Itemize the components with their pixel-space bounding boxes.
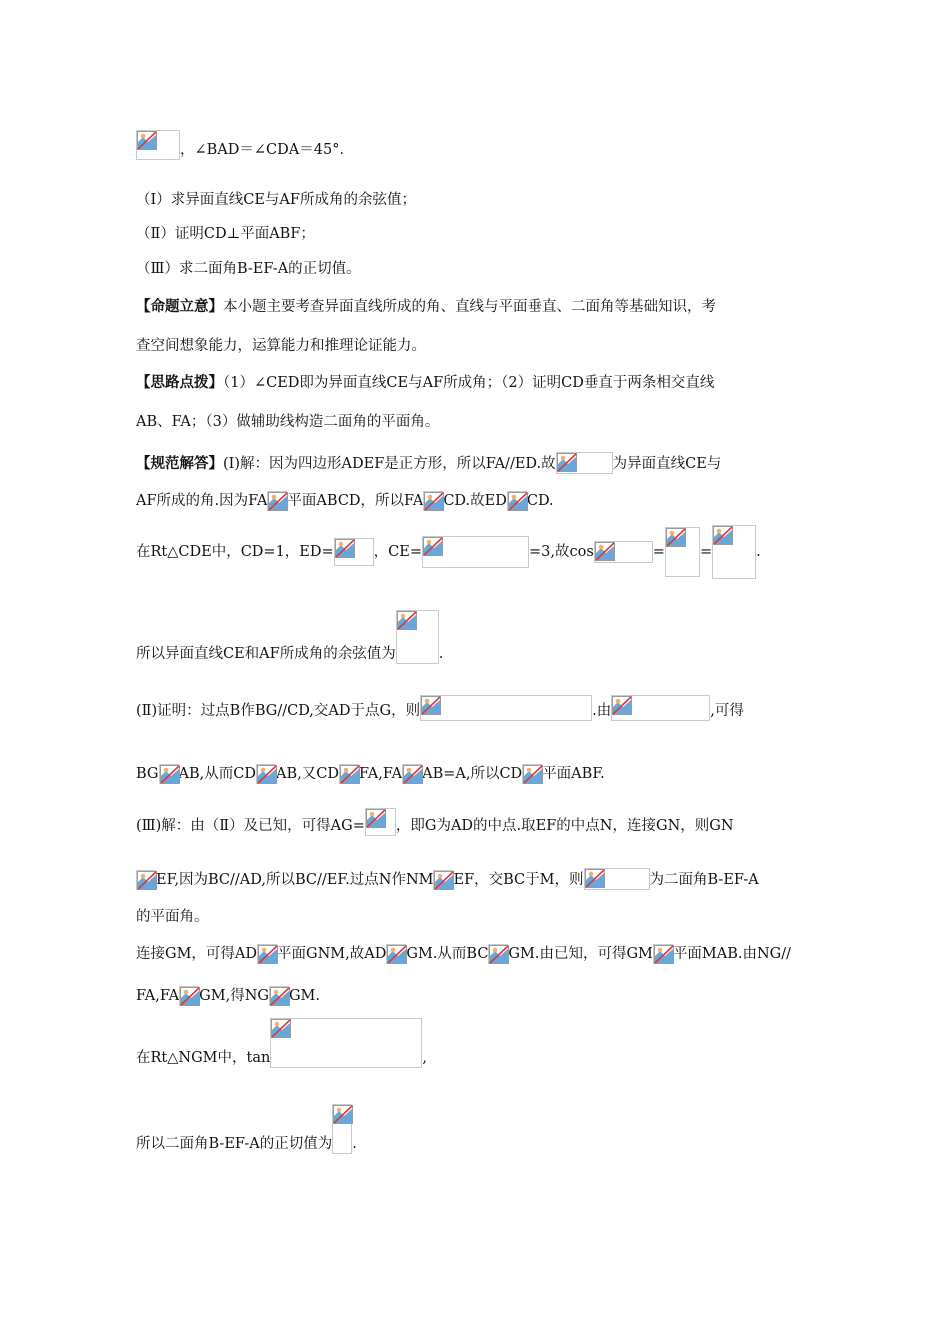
broken-image-icon <box>268 492 288 511</box>
text: 为二面角B-EF-A <box>649 872 759 888</box>
broken-image-icon <box>434 871 454 890</box>
solution-line-1 <box>136 452 721 474</box>
text: EF,因为BC//AD,所以BC//EF.过点N作NM <box>156 872 434 888</box>
text: 在Rt△NGM中，tan <box>136 1050 271 1066</box>
text: 连接GM，可得AD <box>136 946 258 962</box>
broken-image-icon <box>666 528 686 547</box>
formula-image <box>270 1018 422 1068</box>
broken-image-icon <box>403 765 423 784</box>
broken-image-icon <box>387 945 407 964</box>
text: 本小题主要考查异面直线所成的角、直线与平面垂直、二面角等基础知识，考 <box>223 299 716 315</box>
text: =3,故cos <box>529 544 594 560</box>
text: AB、FA；（3）做辅助线构造二面角的平面角。 <box>136 414 440 430</box>
text: 平面GNM,故AD <box>277 946 387 962</box>
section-heading: 【思路点拨】 <box>136 374 223 391</box>
broken-image-icon <box>595 542 615 561</box>
text: 为异面直线CE与 <box>612 456 722 472</box>
text: 平面MAB.由NG// <box>672 946 792 962</box>
broken-image-icon <box>333 1105 353 1124</box>
broken-image-icon <box>137 871 157 890</box>
intersect-symbol-image <box>402 764 422 784</box>
perp-symbol-image <box>179 986 199 1006</box>
text: （Ⅲ）求二面角B-EF-A的正切值。 <box>136 261 361 277</box>
solution3-line-5 <box>136 986 320 1006</box>
perp-symbol-image <box>423 491 443 511</box>
text: = <box>652 544 665 560</box>
perp-symbol-image <box>386 944 406 964</box>
fraction-image <box>665 527 700 577</box>
text: 平面ABCD，所以FA <box>287 493 424 509</box>
broken-image-icon <box>335 539 355 558</box>
perp-symbol-image <box>433 870 453 890</box>
broken-image-icon <box>713 526 733 545</box>
text: ，∠BAD＝∠CDA＝45°． <box>180 142 354 158</box>
broken-image-icon <box>258 945 278 964</box>
question-1 <box>136 190 416 210</box>
text: 所以二面角B-EF-A的正切值为 <box>136 1136 333 1152</box>
perp-symbol-image <box>339 764 359 784</box>
text: 平面ABF. <box>542 766 605 782</box>
formula-image <box>556 452 613 474</box>
formula-image <box>611 695 710 721</box>
text: （Ⅰ）求异面直线CE与AF所成角的余弦值； <box>136 192 416 208</box>
text: AF所成的角.因为FA <box>136 493 268 509</box>
perp-symbol-image <box>257 944 277 964</box>
perp-symbol-image <box>269 986 289 1006</box>
formula-image <box>584 868 650 890</box>
broken-image-icon <box>654 945 674 964</box>
text: ，即G为AD的中点.取EF的中点N，连接GN，则GN <box>395 818 734 834</box>
text: AB,从而CD <box>178 766 256 782</box>
text: AB,又CD <box>275 766 339 782</box>
perp-symbol-image <box>159 764 179 784</box>
text: FA,FA <box>358 766 403 782</box>
broken-image-icon <box>421 696 441 715</box>
solution-line-2 <box>136 491 554 511</box>
question-2 <box>136 224 315 244</box>
text: = <box>699 544 713 560</box>
text: CD. <box>526 493 554 509</box>
text: EF，交BC于M，则 <box>453 872 584 888</box>
fraction-image <box>332 1104 352 1154</box>
broken-image-icon <box>612 696 632 715</box>
figure-caption-line <box>136 130 354 160</box>
perp-symbol-image <box>507 491 527 511</box>
text: (I)解：因为四边形ADEF是正方形，所以FA//ED.故 <box>223 456 556 472</box>
broken-image-icon <box>397 611 417 630</box>
text: ,可得 <box>710 703 744 719</box>
broken-image-icon <box>489 945 509 964</box>
perp-symbol-image <box>653 944 673 964</box>
perp-symbol-image <box>522 764 542 784</box>
broken-image-icon <box>257 765 277 784</box>
broken-image-icon <box>585 869 605 888</box>
solution3-line-2 <box>136 868 759 890</box>
broken-image-icon <box>508 492 528 511</box>
perp-symbol-image <box>256 764 276 784</box>
broken-image-icon <box>137 131 157 150</box>
text: 在Rt△CDE中，CD=1，ED= <box>136 544 334 560</box>
formula-image <box>594 541 653 563</box>
broken-image-icon <box>180 987 200 1006</box>
text: BG <box>136 766 159 782</box>
fraction-image <box>396 610 439 664</box>
intent-line-1 <box>136 297 716 317</box>
text: AB=A,所以CD <box>422 766 523 782</box>
question-3 <box>136 259 361 279</box>
text: 所以异面直线CE和AF所成角的余弦值为 <box>136 646 396 662</box>
solution-line-4 <box>136 610 443 664</box>
text: GM.由已知，可得GM <box>508 946 653 962</box>
broken-image-icon <box>424 492 444 511</box>
text: （Ⅱ）证明CD⊥平面ABF； <box>136 226 315 242</box>
text: . <box>438 646 444 662</box>
text: , <box>422 1050 427 1066</box>
proof-line-1 <box>136 695 744 721</box>
broken-image-figure <box>136 130 180 160</box>
solution3-line-6 <box>136 1018 427 1068</box>
hint-line-2 <box>136 412 439 432</box>
section-heading: 【命题立意】 <box>136 298 223 315</box>
text: CD.故ED <box>443 493 507 509</box>
text: （1）∠CED即为异面直线CE与AF所成角；（2）证明CD垂直于两条相交直线 <box>223 375 715 391</box>
solution3-line-7 <box>136 1104 357 1154</box>
intent-line-2 <box>136 336 426 356</box>
broken-image-icon <box>557 453 577 472</box>
broken-image-icon <box>523 765 543 784</box>
formula-image <box>420 695 592 721</box>
text: GM. <box>288 988 321 1004</box>
solution3-line-4 <box>136 944 791 964</box>
text: 的平面角。 <box>136 909 209 925</box>
broken-image-icon <box>270 987 290 1006</box>
formula-image <box>365 808 396 836</box>
formula-image <box>334 538 374 566</box>
broken-image-icon <box>340 765 360 784</box>
text: (Ⅱ)证明：过点B作BG//CD,交AD于点G，则 <box>136 703 421 719</box>
perp-symbol-image <box>488 944 508 964</box>
text: 查空间想象能力，运算能力和推理论证能力。 <box>136 338 426 354</box>
text: GM.从而BC <box>406 946 489 962</box>
text: FA,FA <box>136 988 180 1004</box>
text: (Ⅲ)解：由（Ⅱ）及已知，可得AG= <box>136 818 365 834</box>
text: . <box>756 544 761 560</box>
text: GM,得NG <box>199 988 269 1004</box>
hint-line-1 <box>136 373 714 393</box>
perp-symbol-image <box>136 870 156 890</box>
broken-image-icon <box>271 1019 291 1038</box>
solution3-line-1 <box>136 808 734 836</box>
section-heading: 【规范解答】 <box>136 455 223 472</box>
formula-image <box>422 536 529 568</box>
solution-line-3 <box>136 524 761 580</box>
broken-image-icon <box>160 765 180 784</box>
broken-image-icon <box>423 537 443 556</box>
perp-symbol-image <box>267 491 287 511</box>
text: . <box>352 1136 357 1152</box>
broken-image-icon <box>366 809 386 828</box>
fraction-image <box>712 525 756 579</box>
proof-line-2 <box>136 764 605 784</box>
text: .由 <box>592 703 612 719</box>
solution3-line-3 <box>136 907 209 927</box>
text: ，CE= <box>373 544 422 560</box>
